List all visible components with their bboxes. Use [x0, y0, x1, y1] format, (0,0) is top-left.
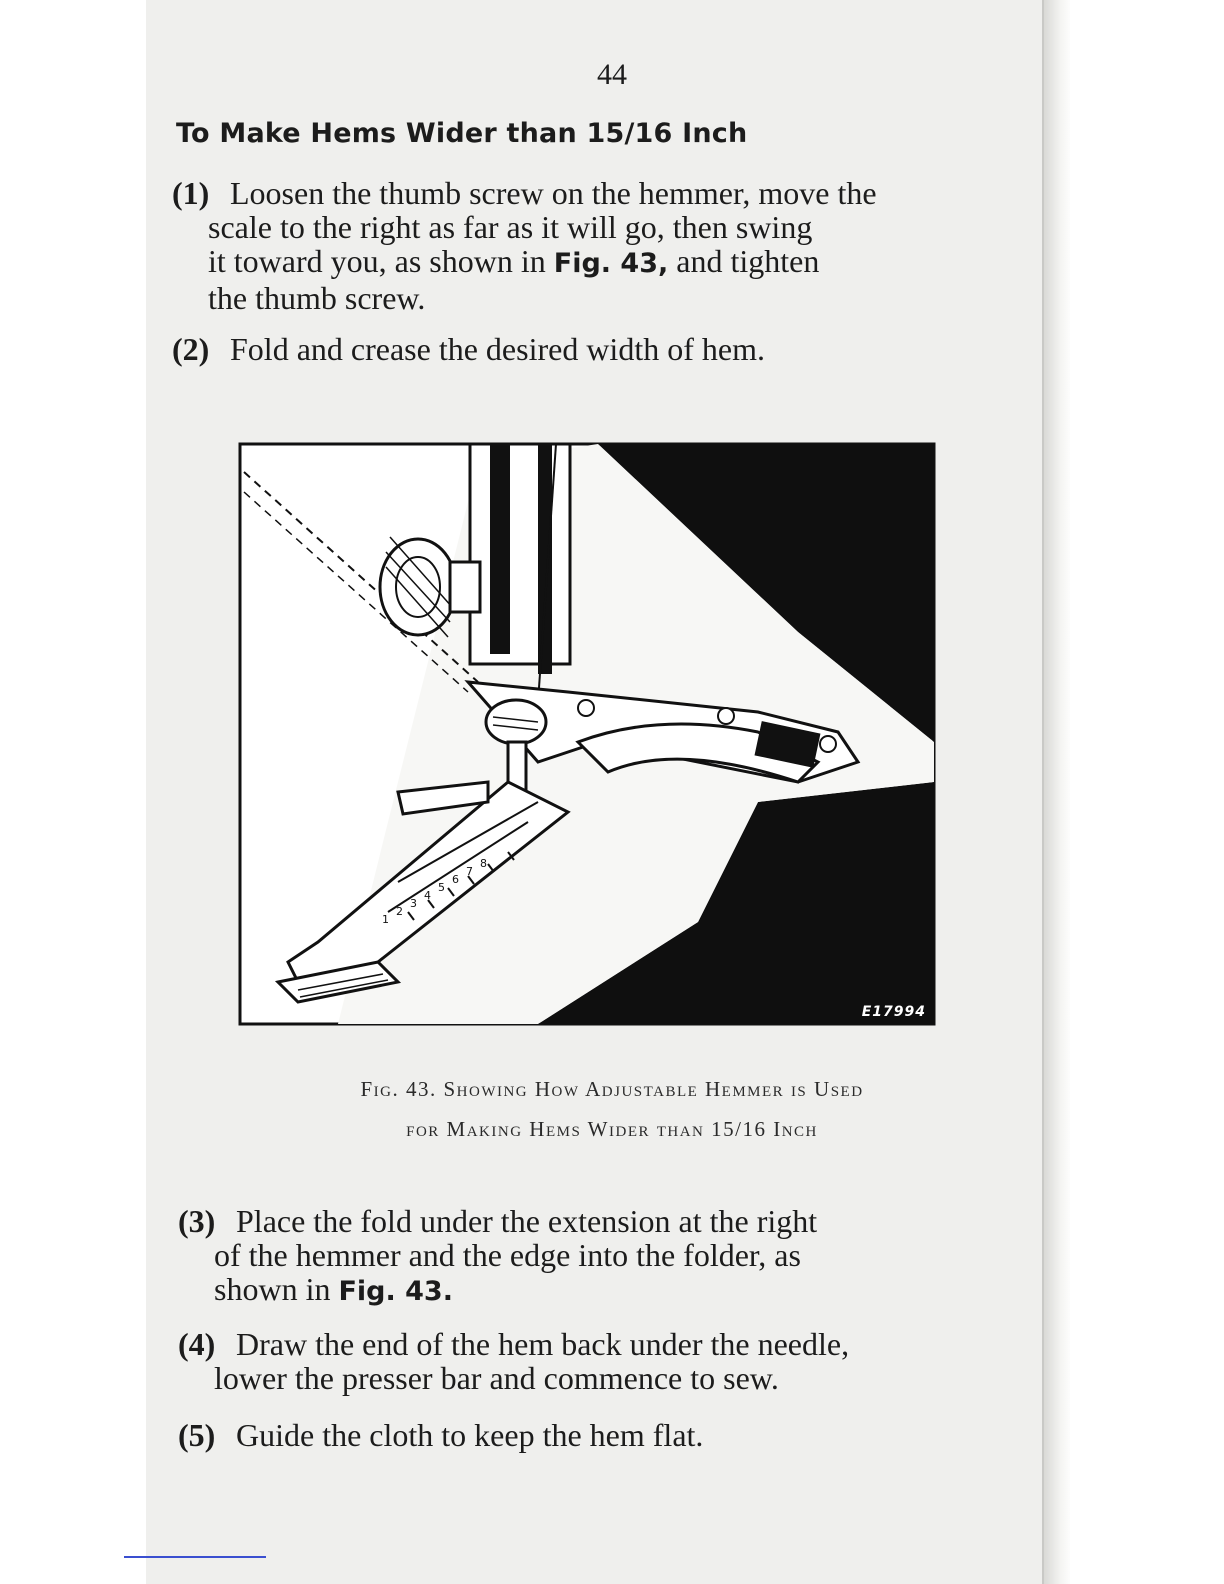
figure-reference: Fig. 43, [553, 248, 669, 279]
step-line: and tighten [676, 243, 820, 279]
step-number: (5) [178, 1417, 216, 1453]
step-line: scale to the right as far as it will go, then swing [208, 209, 813, 245]
step-number: (1) [172, 175, 210, 211]
figure-caption-line-1: Fig. 43. Showing How Adjustable Hemmer is Used [360, 1077, 864, 1101]
step-line: Fold and crease the desired width of hem. [230, 331, 765, 367]
step-line: lower the presser bar and commence to sew. [214, 1360, 779, 1396]
step-1 [172, 176, 1030, 315]
step-5 [178, 1418, 1046, 1452]
step-line: shown in [214, 1271, 331, 1307]
figure-reference: Fig. 43. [338, 1276, 453, 1307]
step-number: (3) [178, 1203, 216, 1239]
scale-number: 5 [438, 881, 445, 894]
scale-number: 2 [396, 905, 403, 918]
scale-number: 8 [480, 857, 487, 870]
scan-marker-line [124, 1556, 266, 1558]
needle-bar [538, 444, 552, 674]
figure-code: E17994 [861, 1004, 926, 1020]
scale-number: 3 [410, 897, 417, 910]
presser-bar-shadow [490, 444, 510, 654]
scale-number: 1 [382, 913, 389, 926]
step-line: the thumb screw. [208, 280, 426, 316]
presser-bar [470, 444, 570, 664]
page-number: 44 [597, 58, 627, 91]
step-line-with-ref [214, 1271, 1046, 1309]
hemmer-illustration [238, 442, 936, 1026]
step-number: (4) [178, 1326, 216, 1362]
step-line-with-ref [208, 243, 1030, 281]
step-3 [178, 1204, 1046, 1309]
step-line: Place the fold under the extension at the right [236, 1203, 818, 1239]
scan-left-margin [0, 0, 146, 1584]
section-heading: To Make Hems Wider than 15/16 Inch [176, 118, 748, 149]
figure-caption-line-2: for Making Hems Wider than 15/16 Inch [406, 1117, 818, 1141]
scan-right-margin [1070, 0, 1224, 1584]
step-2 [172, 332, 1030, 366]
step-line: it toward you, as shown in [208, 243, 546, 279]
step-line: Guide the cloth to keep the hem flat. [236, 1417, 704, 1453]
scale-number: 6 [452, 873, 459, 886]
step-4 [178, 1327, 1046, 1395]
scale-number: 4 [424, 889, 431, 902]
scale-number: 7 [466, 865, 473, 878]
step-line: of the hemmer and the edge into the folder, as [214, 1237, 801, 1273]
step-line: Loosen the thumb screw on the hemmer, move the [230, 175, 877, 211]
step-number: (2) [172, 331, 210, 367]
page-edge [1042, 0, 1072, 1584]
step-line: Draw the end of the hem back under the needle, [236, 1326, 850, 1362]
